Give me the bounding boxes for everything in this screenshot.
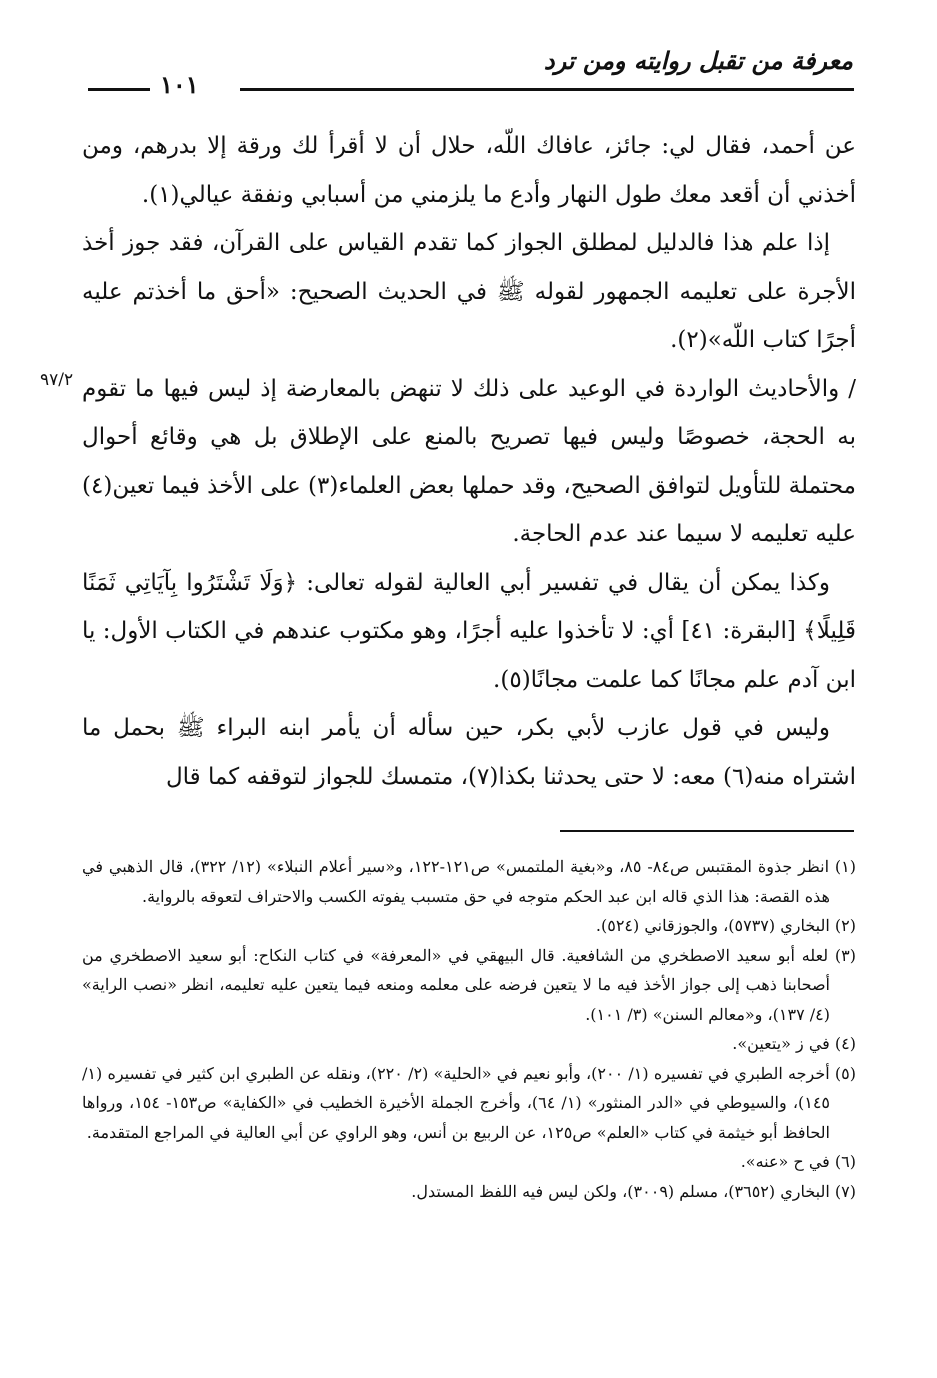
header-rule (240, 88, 854, 91)
running-title: معرفة من تقبل روايته ومن ترد (543, 46, 853, 75)
page-number-rule (88, 88, 150, 91)
footnote: (٧) البخاري (٣٦٥٢)، مسلم (٣٠٠٩)، ولكن ليس فيه اللفظ المستدل. (411, 1181, 856, 1201)
footnote: (٢) البخاري (٥٧٣٧)، والجوزقاني (٥٢٤). (595, 916, 856, 935)
paragraph: / والأحاديث الواردة في الوعيد على ذلك لا تنهض بالمعارضة إذ ليس فيها ما تقوم به الحجة، خصوصًا وليس فيها تصريح بالمنع على الإطلاق بل هي وقائع أحوال محتملة للتأويل لتوافق الصحيح، وقد حملها بعض العلماء(٣) على الأخذ فيما تعين(٤) عليه تعليمه لا سيما عند عدم الحاجة. (82, 375, 856, 547)
paragraph: وليس في قول عازب لأبي بكر، حين سأله أن يأمر ابنه البراء ﷺ بحمل ما اشتراه منه(٦) معه: لا حتى يحدثنا بكذا(٧)، متمسك للجواز لتوقفه كما قال (82, 715, 856, 790)
footnote: (٥) أخرجه الطبري في تفسيره (١/ ٢٠٠)، وأبو نعيم في «الحلية» (٢/ ٢٢٠)، ونقله عن الطبري ابن كثير في تفسيره (١/ ١٤٥)، والسيوطي في «الدر المنثور» (١/ ٦٤)، وأخرج الجملة الأخيرة الخطيب في «الكفاية» ص١٥٣- ١٥٤، ورواها الحافظ أبو خيثمة في كتاب «العلم» ص١٢٥، عن الربيع بن أنس، وهو الراوي عن أبي العالية في المراجع المتقدمة. (82, 1063, 857, 1142)
paragraph: عن أحمد، فقال لي: جائز، عافاك اللّه، حلال أن لا أقرأ لك ورقة إلا بدرهم، ومن أخذني أن أقعد معك طول النهار وأدع ما يلزمني من أسبابي ونفقة عيالي(١). (82, 133, 856, 208)
page-number: ١٠١ (160, 70, 199, 99)
margin-reference: ٩٧/٢ (40, 370, 74, 390)
paragraph: وكذا يمكن أن يقال في تفسير أبي العالية لقوله تعالى: ﴿وَلَا تَشْتَرُوا بِآيَاتِي ثَمَنًا قَلِيلًا﴾ [البقرة: ٤١] أي: لا تأخذوا عليه أجرًا، وهو مكتوب عندهم في الكتاب الأول: يا ابن آدم علم مجانًا كما علمت مجانًا(٥). (82, 569, 856, 693)
footnote: (٤) في ز «يتعين». (732, 1034, 856, 1053)
main-text (82, 122, 856, 801)
footnotes (82, 852, 856, 1206)
footnote-separator (560, 830, 854, 832)
paragraph: إذا علم هذا فالدليل لمطلق الجواز كما تقدم القياس على القرآن، فقد جوز أخذ الأجرة على تعليمه الجمهور لقوله ﷺ في الحديث الصحيح: «أحق ما أخذتم عليه أجرًا كتاب اللّه»(٢). (82, 230, 856, 353)
footnote: (٣) لعله أبو سعيد الاصطخري من الشافعية. قال البيهقي في «المعرفة» في كتاب النكاح: أبو سعيد الاصطخري من أصحابنا ذهب إلى جواز الأخذ فيه ما لا يتعين فرضه على معلمه ومنعه فيما يتعين عليه تعليمه، انظر «نصب الراية» (٤/ ١٣٧)، و«معالم السنن» (٣/ ١٠١). (82, 945, 856, 1024)
footnote: (١) انظر جذوة المقتبس ص٨٤- ٨٥، و«بغية الملتمس» ص١٢١-١٢٢، و«سير أعلام النبلاء» (١٢/ ٣٢٢)، قال الذهبي في هذه القصة: هذا الذي قاله ابن عبد الحكم متوجه في حق متسبب يفوته الكسب والاحتراف لتعوقه بالرواية. (82, 857, 857, 906)
footnote: (٦) في ح «عنه». (740, 1152, 856, 1171)
